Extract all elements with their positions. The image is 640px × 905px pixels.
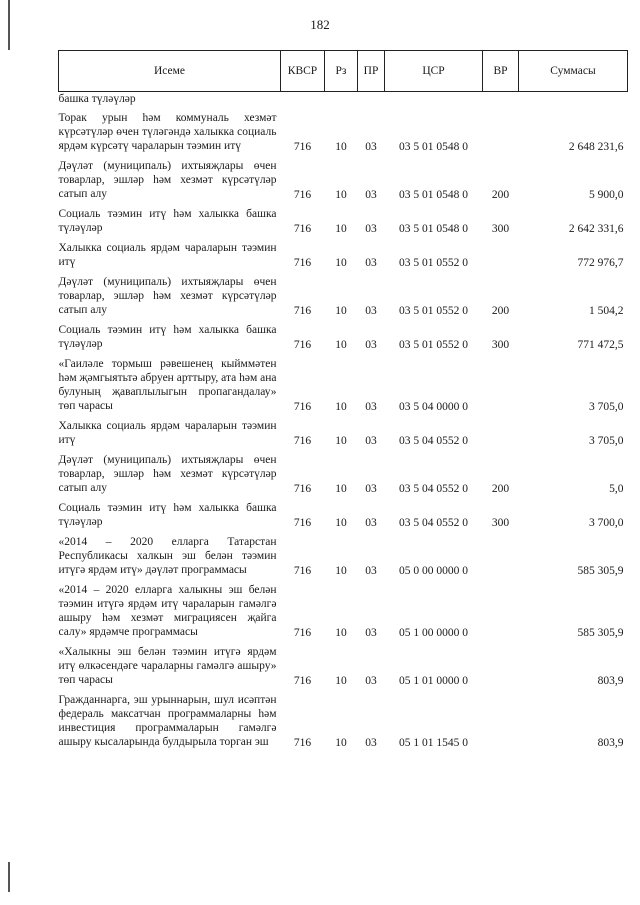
header-sum: Суммасы (519, 51, 628, 92)
cell-name: Дәүләт (муниципаль) ихтыяҗлары өчен товарлар, эшләр һәм хезмәт күрсәтүләр сатып алу (58, 276, 277, 316)
cell-pr: 03 (365, 189, 377, 201)
cell-kvsr: 716 (293, 257, 312, 269)
table-row (59, 449, 628, 497)
cell-rz: 10 (335, 627, 347, 639)
cell-sum: 803,9 (597, 675, 624, 687)
cell-name: Халыкка социаль ярдәм чараларын тәэмин итү (58, 420, 277, 446)
cell-rz: 10 (335, 737, 347, 749)
cell-vr (483, 531, 519, 579)
cell-name: Дәүләт (муниципаль) ихтыяҗлары өчен товарлар, эшләр һәм хезмәт күрсәтүләр сатып алу (58, 160, 277, 200)
table-row (59, 579, 628, 641)
cell-csr: 03 5 01 0552 0 (399, 305, 468, 317)
cell-vr (483, 415, 519, 449)
cell-pr: 03 (365, 401, 377, 413)
cell-name: Дәүләт (муниципаль) ихтыяҗлары өчен товарлар, эшләр һәм хезмәт күрсәтүләр сатып алу (58, 454, 277, 494)
cell-pr: 03 (365, 305, 377, 317)
header-csr: ЦСР (385, 51, 483, 92)
table-row (59, 203, 628, 237)
cell-rz: 10 (335, 675, 347, 687)
cell-pr: 03 (365, 141, 377, 153)
table-row (59, 531, 628, 579)
cell-name: Халыкка социаль ярдәм чараларын тәэмин итү (58, 242, 277, 268)
cell-vr: 200 (491, 305, 510, 317)
cell-kvsr: 716 (293, 141, 312, 153)
cell-csr: 05 1 01 1545 0 (399, 737, 468, 749)
cell-rz: 10 (335, 483, 347, 495)
cell-sum: 772 976,7 (577, 257, 624, 269)
budget-table (58, 50, 628, 751)
cell-name: «Гаиләле тормыш рәвешенең кыйммәтен һәм җәмгыятьтә абруен арттыру, ата һәм ана булуның җаваплылыгын пропагандалау» төп чарасы (58, 358, 277, 412)
cell-rz: 10 (335, 189, 347, 201)
cell-pr: 03 (365, 483, 377, 495)
cell-sum: 1 504,2 (589, 305, 624, 317)
cell-csr: 03 5 04 0552 0 (399, 435, 468, 447)
header-rz: Рз (325, 51, 358, 92)
carryover-text: башка түләүләр (58, 93, 136, 105)
cell-vr: 300 (491, 223, 510, 235)
table-header-row (59, 51, 628, 92)
header-vr: ВР (483, 51, 519, 92)
cell-csr: 03 5 04 0552 0 (399, 483, 468, 495)
cell-kvsr: 716 (293, 675, 312, 687)
cell-pr: 03 (365, 737, 377, 749)
table-row (59, 353, 628, 415)
cell-name: Социаль тәэмин итү һәм халыкка башка түләүләр (58, 208, 277, 234)
cell-pr: 03 (365, 565, 377, 577)
cell-pr: 03 (365, 435, 377, 447)
cell-kvsr: 716 (293, 305, 312, 317)
cell-rz: 10 (335, 517, 347, 529)
cell-csr: 03 5 01 0548 0 (399, 189, 468, 201)
cell-kvsr: 716 (293, 435, 312, 447)
cell-csr: 03 5 01 0548 0 (399, 141, 468, 153)
cell-sum: 5 900,0 (589, 189, 624, 201)
carryover-row (59, 92, 628, 108)
cell-vr: 200 (491, 189, 510, 201)
header-pr: ПР (358, 51, 385, 92)
cell-rz: 10 (335, 435, 347, 447)
header-name: Исеме (59, 51, 281, 92)
cell-pr: 03 (365, 675, 377, 687)
cell-vr (483, 353, 519, 415)
table-row (59, 689, 628, 751)
cell-rz: 10 (335, 401, 347, 413)
cell-vr: 200 (491, 483, 510, 495)
cell-kvsr: 716 (293, 565, 312, 577)
table-row (59, 641, 628, 689)
cell-sum: 2 642 331,6 (568, 223, 624, 235)
cell-kvsr: 716 (293, 189, 312, 201)
table-row (59, 319, 628, 353)
cell-sum: 2 648 231,6 (568, 141, 624, 153)
cell-rz: 10 (335, 223, 347, 235)
cell-rz: 10 (335, 565, 347, 577)
cell-kvsr: 716 (293, 339, 312, 351)
cell-kvsr: 716 (293, 517, 312, 529)
cell-sum: 3 705,0 (589, 435, 624, 447)
cell-kvsr: 716 (293, 483, 312, 495)
scan-edge-mark-bottom (8, 862, 10, 892)
cell-sum: 3 700,0 (589, 517, 624, 529)
table-row (59, 497, 628, 531)
cell-pr: 03 (365, 339, 377, 351)
table-row (59, 107, 628, 155)
cell-vr (483, 579, 519, 641)
cell-rz: 10 (335, 141, 347, 153)
cell-csr: 03 5 04 0552 0 (399, 517, 468, 529)
cell-vr (483, 237, 519, 271)
cell-name: Социаль тәэмин итү һәм халыкка башка түләүләр (58, 324, 277, 350)
cell-kvsr: 716 (293, 223, 312, 235)
table-row (59, 155, 628, 203)
cell-pr: 03 (365, 627, 377, 639)
cell-name: Гражданнарга, эш урыннарын, шул исәптән федераль максатчан программаларны һәм инвестиция программаларын гамәлгә ашыру кысаларында булдырыла торган эш (58, 694, 277, 748)
budget-table-container (58, 50, 627, 751)
cell-rz: 10 (335, 257, 347, 269)
cell-name: «2014 – 2020 елларга халыкны эш белән тәэмин итүгә ярдәм итү чараларын гамәлгә ашыру һәм хезмәт миграциясен җайга салу» ярдәмче программасы (58, 584, 277, 638)
table-row (59, 271, 628, 319)
cell-vr (483, 689, 519, 751)
table-row (59, 415, 628, 449)
cell-sum: 771 472,5 (577, 339, 624, 351)
cell-kvsr: 716 (293, 401, 312, 413)
page-number: 182 (310, 17, 330, 32)
header-kvsr: КВСР (281, 51, 325, 92)
cell-csr: 03 5 01 0552 0 (399, 257, 468, 269)
cell-csr: 05 1 00 0000 0 (399, 627, 468, 639)
cell-kvsr: 716 (293, 737, 312, 749)
cell-kvsr: 716 (293, 627, 312, 639)
cell-name: «2014 – 2020 елларга Татарстан Республикасы халкын эш белән тәэмин итүгә ярдәм итү» дәүләт программасы (58, 536, 277, 576)
cell-sum: 585 305,9 (577, 627, 624, 639)
cell-pr: 03 (365, 257, 377, 269)
cell-pr: 03 (365, 223, 377, 235)
cell-sum: 3 705,0 (589, 401, 624, 413)
cell-csr: 05 1 01 0000 0 (399, 675, 468, 687)
cell-sum: 5,0 (609, 483, 624, 495)
cell-name: Торак урын һәм коммуналь хезмәт күрсәтүләр өчен түләгәндә халыкка социаль ярдәм күрсәтү чараларын тәэмин итү (58, 112, 277, 152)
cell-vr (483, 107, 519, 155)
cell-vr (483, 641, 519, 689)
cell-csr: 05 0 00 0000 0 (399, 565, 468, 577)
cell-sum: 585 305,9 (577, 565, 624, 577)
cell-csr: 03 5 04 0000 0 (399, 401, 468, 413)
cell-rz: 10 (335, 339, 347, 351)
cell-pr: 03 (365, 517, 377, 529)
cell-name: Социаль тәэмин итү һәм халыкка башка түләүләр (58, 502, 277, 528)
cell-csr: 03 5 01 0552 0 (399, 339, 468, 351)
cell-sum: 803,9 (597, 737, 624, 749)
table-row (59, 237, 628, 271)
cell-rz: 10 (335, 305, 347, 317)
cell-csr: 03 5 01 0548 0 (399, 223, 468, 235)
cell-name: «Халыкны эш белән тәэмин итүгә ярдәм итү өлкәсендәге чараларны гамәлгә ашыру» төп чарасы (58, 646, 277, 686)
cell-vr: 300 (491, 339, 510, 351)
cell-vr: 300 (491, 517, 510, 529)
